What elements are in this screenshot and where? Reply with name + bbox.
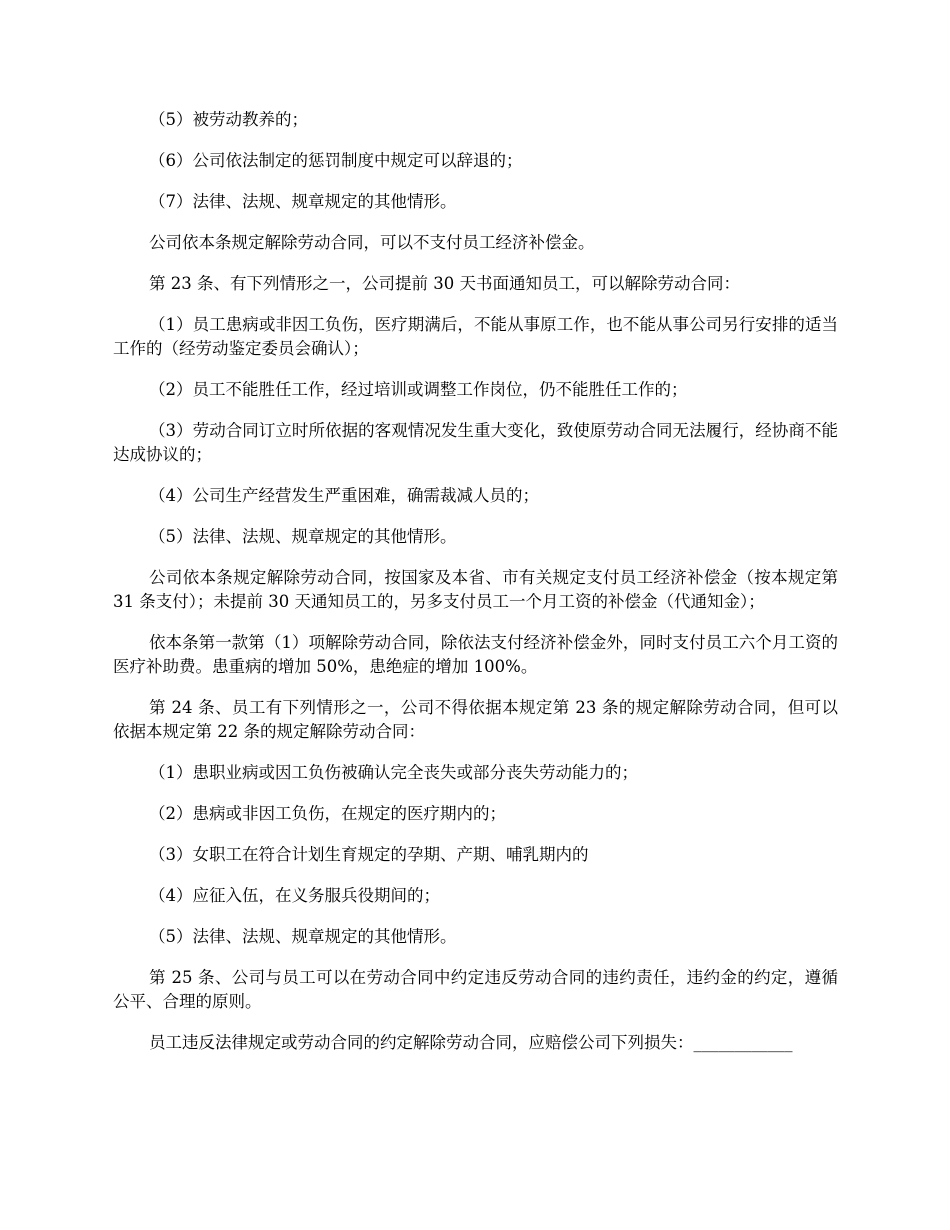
paragraph-other-circumstances-7: （7）法律、法规、规章规定的其他情形。 (149, 192, 457, 211)
paragraph-23-compensation: 公司依本条规定解除劳动合同，按国家及本省、市有关规定支付员工经济补偿金（按本规定第 31 条支付）；未提前 30 天通知员工的，另多支付员工一个月工资的补偿金（代通知金）； (113, 568, 838, 611)
paragraph-25-employee-compensation: 员工违反法律规定或劳动合同的约定解除劳动合同，应赔偿公司下列损失：____________ (149, 1033, 793, 1052)
document-body (113, 108, 838, 1072)
paragraph-no-compensation: 公司依本条规定解除劳动合同，可以不支付员工经济补偿金。 (149, 233, 595, 252)
article-24-heading: 第 24 条、员工有下列情形之一，公司不得依据本规定第 23 条的规定解除劳动合同，但可以依据本规定第 22 条的规定解除劳动合同： (113, 698, 838, 741)
paragraph-23-medical-subsidy: 依本条第一款第（1）项解除劳动合同，除依法支付经济补偿金外，同时支付员工六个月工资的医疗补助费。患重病的增加 50%，患绝症的增加 100%。 (113, 633, 838, 676)
paragraph-23-item-3: （3）劳动合同订立时所依据的客观情况发生重大变化，致使原劳动合同无法履行，经协商不能达成协议的； (113, 421, 838, 464)
paragraph-23-item-4: （4）公司生产经营发生严重困难，确需裁减人员的； (149, 486, 539, 505)
paragraph-24-item-1: （1）患职业病或因工负伤被确认完全丧失或部分丧失劳动能力的； (149, 763, 638, 782)
article-25-heading: 第 25 条、公司与员工可以在劳动合同中约定违反劳动合同的违约责任，违约金的约定，遵循公平、合理的原则。 (113, 968, 838, 1011)
paragraph-24-item-4: （4）应征入伍，在义务服兵役期间的； (149, 886, 440, 905)
paragraph-24-item-2: （2）患病或非因工负伤，在规定的医疗期内的； (149, 804, 506, 823)
paragraph-24-item-5: （5）法律、法规、规章规定的其他情形。 (149, 927, 457, 946)
article-23-heading: 第 23 条、有下列情形之一，公司提前 30 天书面通知员工，可以解除劳动合同： (149, 274, 740, 293)
paragraph-disciplinary-dismissal: （6）公司依法制定的惩罚制度中规定可以辞退的； (149, 151, 523, 170)
paragraph-23-item-2: （2）员工不能胜任工作，经过培训或调整工作岗位，仍不能胜任工作的； (149, 380, 688, 399)
paragraph-23-item-5: （5）法律、法规、规章规定的其他情形。 (149, 527, 457, 546)
paragraph-23-item-1: （1）员工患病或非因工负伤，医疗期满后，不能从事原工作，也不能从事公司另行安排的适当工作的（经劳动鉴定委员会确认）； (113, 315, 838, 358)
paragraph-re-education: （5）被劳动教养的； (149, 110, 308, 129)
paragraph-24-item-3: （3）女职工在符合计划生育规定的孕期、产期、哺乳期内的 (149, 845, 589, 864)
